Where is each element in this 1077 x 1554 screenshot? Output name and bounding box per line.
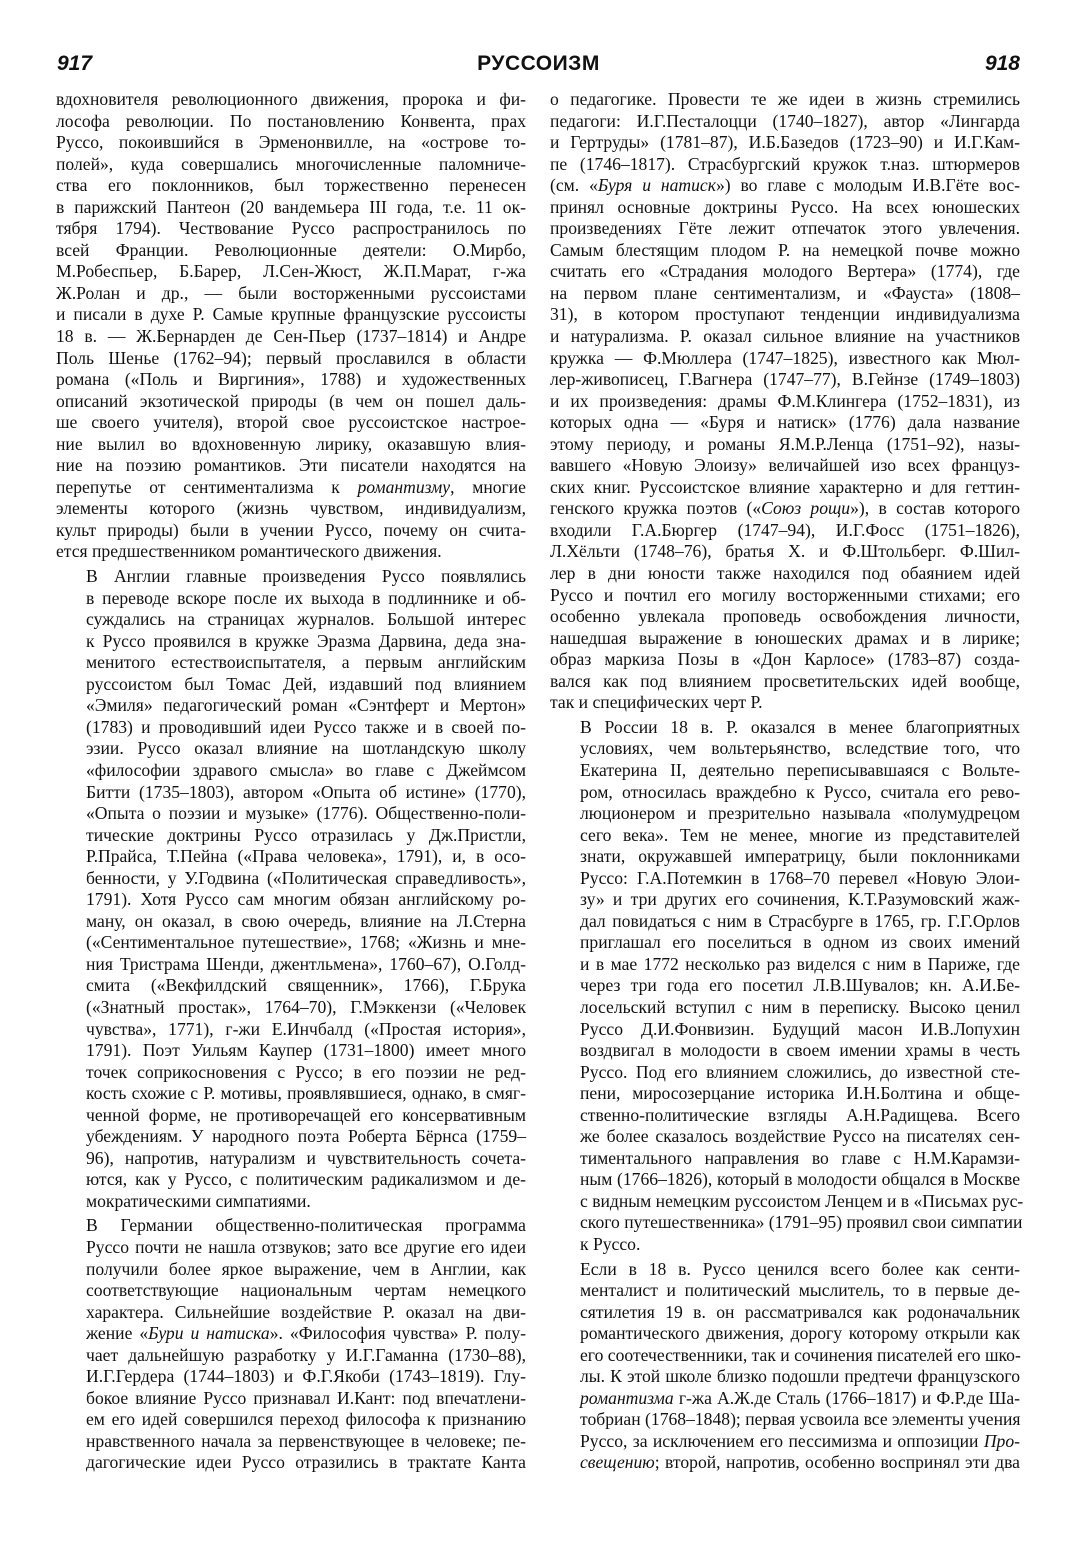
text-line: сего века». Тем не менее, многие из представителей [580, 824, 1020, 845]
text-line: лософа революции. По постановлению Конвента, прах [56, 110, 526, 131]
text-line: Руссо. Под его влиянием сложились, до известной сте- [580, 1061, 1020, 1082]
text-line: дал повидаться с ним в Страсбурге в 1765, гр. Г.Г.Орлов [580, 910, 1020, 931]
text-line: руссоистом был Томас Дей, издавший под влиянием [86, 673, 526, 694]
text-line: 96), напротив, натурализм и чувствительность сочета- [86, 1147, 526, 1168]
text-line: лер в дни юности также находился под обаянием идей [550, 563, 1020, 584]
text-line: (см. «Буря и натиск») во главе с молодым И.В.Гёте вос- [550, 175, 1020, 196]
text-line: педагоги: И.Г.Песталоцци (1740–1827), автор «Лингарда [550, 110, 1020, 131]
text-line: романа («Поль и Виргиния», 1788) и художественных [56, 369, 526, 390]
text-line: вдохновителя революционного движения, пророка и фи- [56, 89, 526, 109]
paragraph [56, 89, 526, 563]
text-line: точек соприкосновения с Руссо; в его поэзии не ред- [86, 1061, 526, 1082]
italic-term: Союз рощи [761, 498, 851, 519]
text-line: (1783) и проводивший идеи Руссо также и в своей по- [86, 716, 526, 737]
text-line: ства его поклонников, был торжественно перенесен [56, 175, 526, 196]
paragraph [56, 1215, 526, 1474]
text-line: полей», куда совершались многочисленные паломниче- [56, 153, 526, 174]
italic-term: романтизма [580, 1387, 674, 1408]
text-line: получили более яркое выражение, чем в Англии, как [86, 1258, 526, 1279]
text-line: бокое влияние Руссо признавал И.Кант: под впечатлени- [86, 1387, 526, 1408]
text-line: тические доктрины Руссо отразилась у Дж.Пристли, [86, 824, 526, 845]
text-line: воздвигал в молодости в своем имении храмы в честь [580, 1040, 1020, 1061]
text-line: («Знатный простак», 1764–70), Г.Мэккензи («Человек [86, 996, 526, 1017]
text-line: вавшего «Новую Элоизу» величайшей изо всех француз- [550, 455, 1020, 476]
text-line: 1791). Поэт Уильям Каупер (1731–1800) имеет много [86, 1040, 526, 1061]
text-line: Руссо Д.И.Фонвизин. Будущий масон И.В.Лопухин [580, 1018, 1020, 1039]
page-header [57, 52, 1020, 84]
text-line: тобриан (1768–1848); первая усвоила все элементы учения [580, 1409, 1021, 1430]
text-line: менитого естествоиспытателя, а первым английским [86, 652, 526, 673]
text-line: ние вылил во вдохновенную лирику, оказавшую влия- [56, 433, 526, 454]
text-line: В Германии общественно-политическая программа [86, 1215, 526, 1236]
text-line: и натурализма. Р. оказал сильное влияние на участников [550, 326, 1020, 347]
text-line: о педагогике. Провести те же идеи в жизнь стремились [550, 89, 1020, 109]
text-line: менталист и политический мыслитель, то в первые де- [580, 1280, 1020, 1301]
text-line: ственно-политические взгляды А.Н.Радищева. Всего [580, 1104, 1020, 1125]
text-line: перепутье от сентиментализма к романтизму, многие [56, 476, 526, 497]
page-number-left: 917 [57, 52, 93, 75]
right-column [550, 89, 1024, 1474]
text-line: характера. Сильнейшие воздействие Р. оказал на дви- [86, 1301, 526, 1322]
text-line: бенности, у У.Годвина («Политическая справедливость», [86, 867, 526, 888]
paragraph [550, 716, 1024, 1256]
text-line: так и специфических черт Р. [550, 692, 763, 713]
text-line: этому периоду, и романы Я.М.Р.Ленца (1751–92), назы- [550, 433, 1020, 454]
text-line: ченной форме, не противоречащей его консервативным [86, 1104, 526, 1125]
text-line: 31), в котором проступают тенденции индивидуализма [550, 304, 1020, 325]
text-line: же более сказалось воздействие Руссо на писателях сен- [580, 1126, 1020, 1147]
text-line: вался как под влиянием просветительских идей вообще, [550, 670, 1020, 691]
text-line: нравственного начала за первенствующее в человеке; пе- [86, 1430, 526, 1451]
text-line: «Опыта о поэзии и музыке» (1776). Общественно-поли- [86, 803, 526, 824]
text-line: ше своего учителя), второй свое руссоистское настрое- [56, 412, 526, 433]
text-line: соответствующие национальным чертам немецкого [86, 1280, 526, 1301]
text-line: убеждениям. У народного поэта Роберта Бёрнса (1759– [86, 1126, 526, 1147]
text-line: зу» и три других его сочинения, К.Т.Разумовский жаж- [580, 889, 1020, 910]
text-line: образ маркиза Позы в «Дон Карлосе» (1783–87) созда- [550, 649, 1020, 670]
text-line: И.Г.Гердера (1744–1803) и Ф.Г.Якоби (1743–1819). Глу- [86, 1366, 526, 1387]
left-column [56, 89, 526, 1474]
text-line: его соотечественники, так и сочинения писателей его шко- [580, 1344, 1021, 1365]
text-line: люционером и презрительно называла «полумудрецом [580, 803, 1020, 824]
text-line: ских книг. Руссоистское влияние характерно и для геттин- [550, 476, 1020, 497]
page-number-right: 918 [984, 52, 1020, 75]
text-line: Екатерина II, деятельно переписывавшаяся с Вольте- [580, 759, 1020, 780]
text-line: ского путешественника» (1791–95) проявил свои симпатии [580, 1212, 1023, 1233]
text-line: Руссо, за исключением его пессимизма и оппозиции Про- [580, 1430, 1020, 1451]
text-line: и Гертруды» (1781–87), И.Б.Базедов (1723–90) и И.Г.Кам- [550, 132, 1020, 153]
italic-term: Бури и натиска [148, 1323, 270, 1344]
text-line: лы. К этой школе близко подошли предтечи французского [580, 1366, 1020, 1387]
text-line: которых одна — «Буря и натиск» (1776) дала название [550, 412, 1020, 433]
text-line: В Англии главные произведения Руссо появлялись [86, 566, 526, 587]
text-line: особенно увлекала проповедь освобождения личности, [550, 606, 1020, 627]
text-line: и писали в духе Р. Самые крупные французские руссоисты [56, 304, 526, 325]
text-line: ются, как у Руссо, с политическим радикализмом и де- [86, 1169, 526, 1190]
text-line: лосельский вступил с ним в переписку. Высоко ценил [580, 996, 1020, 1017]
text-line: ется предшественником романтического движения. [56, 541, 442, 562]
text-line: М.Робеспьер, Б.Барер, Л.Сен-Жюст, Ж.П.Марат, г-жа [56, 261, 526, 282]
italic-term: романтизму [357, 476, 451, 497]
text-line: Битти (1735–1803), автором «Опыта об истине» (1770), [86, 781, 526, 802]
text-line: смита («Векфилдский священник», 1766), Г.Брука [86, 975, 526, 996]
italic-term: Буря и натиск [597, 175, 716, 196]
text-line: на первом плане сентиментализм, и «Фауста» (1808– [550, 282, 1020, 303]
text-line: «философии здравого смысла» во главе с Джеймсом [86, 759, 526, 780]
text-line: ния Тристрама Шенди, джентльмена», 1760–67), О.Голд- [86, 953, 526, 974]
italic-term: свещению [580, 1452, 655, 1473]
text-line: описаний экзотической природы (в чем он пошел даль- [56, 390, 526, 411]
text-line: Если в 18 в. Руссо ценился всего более как сенти- [580, 1258, 1020, 1279]
text-line: к Руссо проявился в кружке Эразма Дарвина, деда зна- [86, 630, 526, 651]
running-title: РУССОИЗМ [477, 52, 600, 75]
text-line: условиях, чем вольтерьянство, вследствие того, что [580, 738, 1020, 759]
text-line: романтического движения, дорогу которому открыли как [580, 1323, 1020, 1344]
paragraph [56, 566, 526, 1212]
text-line: через три года его посетил Л.В.Шувалов; кн. А.И.Бе- [580, 975, 1020, 996]
text-line: кружка — Ф.Мюллера (1747–1825), известного как Мюл- [550, 347, 1020, 368]
text-line: приглашал его поселиться в одном из своих имений [580, 932, 1020, 953]
text-line: сятилетия 19 в. он рассматривался как родоначальник [580, 1301, 1020, 1322]
text-line: 1791). Хотя Руссо сам многим обязан английскому ро- [86, 889, 526, 910]
text-line: Руссо: Г.А.Потемкин в 1768–70 перевел «Новую Элои- [580, 867, 1020, 888]
text-line: Руссо, покоившийся в Эрменонвилле, на «острове то- [56, 132, 526, 153]
text-line: культ природы) были в учении Руссо, почему он счита- [56, 519, 526, 540]
text-line: тября 1794). Чествование Руссо распространилось по [56, 218, 526, 239]
text-line: знати, окружавшей императрицу, были поклонниками [580, 846, 1020, 867]
text-line: («Сентиментальное путешествие», 1768; «Жизнь и мне- [86, 932, 526, 953]
text-line: и их произведения: драмы Ф.М.Клингера (1752–1831), из [550, 390, 1020, 411]
text-line: романтизма г-жа А.Ж.де Сталь (1766–1817) и Ф.Р.де Ша- [580, 1387, 1020, 1408]
text-line: ем его идей совершился переход философа к признанию [86, 1409, 526, 1430]
text-line: в переводе вскоре после их выхода в подлиннике и об- [86, 587, 526, 608]
text-line: элементы которого (жизнь чувством, индивидуализм, [56, 498, 526, 519]
text-line: Р.Прайса, Т.Пейна («Права человека», 1791), и, в осо- [86, 846, 526, 867]
text-line: чувства», 1771), г-жи Е.Инчбалд («Простая история», [86, 1018, 526, 1039]
text-line: Поль Шенье (1762–94); первый прославился в области [56, 347, 526, 368]
text-line: пе (1746–1817). Страсбургский кружок т.наз. штюрмеров [550, 153, 1020, 174]
text-line: произведениях Гёте лежит отпечаток этого увлечения. [550, 218, 1020, 239]
text-line: генского кружка поэтов («Союз рощи»), в состав которого [550, 498, 1020, 519]
text-line: эзии. Руссо оказал влияние на шотландскую школу [86, 738, 526, 759]
text-line: ным (1766–1826), который в молодости общался в Москве [580, 1169, 1020, 1190]
paragraph [550, 89, 1020, 714]
text-line: всей Франции. Революционные деятели: О.Мирбо, [56, 239, 526, 260]
text-line: мократическими симпатиями. [86, 1190, 311, 1211]
text-line: Самым блестящим плодом Р. на немецкой почве можно [550, 239, 1020, 260]
text-line: лер-живописец, Г.Вагнера (1747–77), В.Гейнзе (1749–1803) [550, 369, 1020, 390]
text-line: ром, относилась враждебно к Руссо, считала его рево- [580, 781, 1020, 802]
text-line: жение «Бури и натиска». «Философия чувства» Р. полу- [86, 1323, 526, 1344]
text-line: «Эмиля» педагогический роман «Сэнтферт и Мертон» [86, 695, 526, 716]
text-line: входили Г.А.Бюргер (1747–94), И.Г.Фосс (1751–1826), [550, 519, 1020, 540]
text-line: считать его «Страдания молодого Вертера» (1774), где [550, 261, 1020, 282]
text-line: с видным немецким руссоистом Ленцем и в «Письмах рус- [580, 1190, 1024, 1211]
text-line: к Руссо. [580, 1233, 641, 1254]
text-line: ние на поэзию романтиков. Эти писатели находятся на [56, 455, 526, 476]
text-line: Руссо и почтил его могилу восторженными стихами; его [550, 584, 1020, 605]
text-line: Л.Хёльти (1748–76), братья Х. и Ф.Штольберг. Ф.Шил- [550, 541, 1020, 562]
text-line: 18 в. — Ж.Бернарден де Сен-Пьер (1737–1814) и Андре [56, 326, 526, 347]
text-line: в парижский Пантеон (20 вандемьера III года, т.е. 11 ок- [56, 196, 526, 217]
italic-term: Про- [983, 1430, 1020, 1451]
text-line: суждались на страницах журналов. Большой интерес [86, 609, 526, 630]
text-line: кость схожие с Р. мотивы, проявлявшиеся, однако, в смяг- [86, 1083, 526, 1104]
text-line: чает дальнейшую разработку у И.Г.Гаманна (1730–88), [86, 1344, 526, 1365]
text-line: принял основные доктрины Руссо. На всех юношеских [550, 196, 1020, 217]
text-line: свещению; второй, напротив, особенно воспринял эти два [580, 1452, 1020, 1473]
text-line: и в мае 1772 несколько раз виделся с ним в Париже, где [580, 953, 1020, 974]
text-line: нашедшая выражение в юношеских драмах и в лирике; [550, 627, 1020, 648]
text-line: Руссо почти не нашла отзвуков; зато все другие его идеи [86, 1236, 526, 1257]
paragraph [550, 1259, 1020, 1474]
text-line: В России 18 в. Р. оказался в менее благоприятных [580, 716, 1020, 737]
text-line: ману, он оказал, в свою очередь, влияние на Л.Стерна [86, 910, 526, 931]
text-line: Ж.Ролан и др., — были восторженными руссоистами [56, 282, 526, 303]
text-line: тиментального направления во главе с Н.М.Карамзи- [580, 1147, 1020, 1168]
text-line: дагогические идеи Руссо отразились в трактате Канта [86, 1452, 526, 1473]
text-line: пени, миросозерцание историка И.Н.Болтина и обще- [580, 1083, 1020, 1104]
